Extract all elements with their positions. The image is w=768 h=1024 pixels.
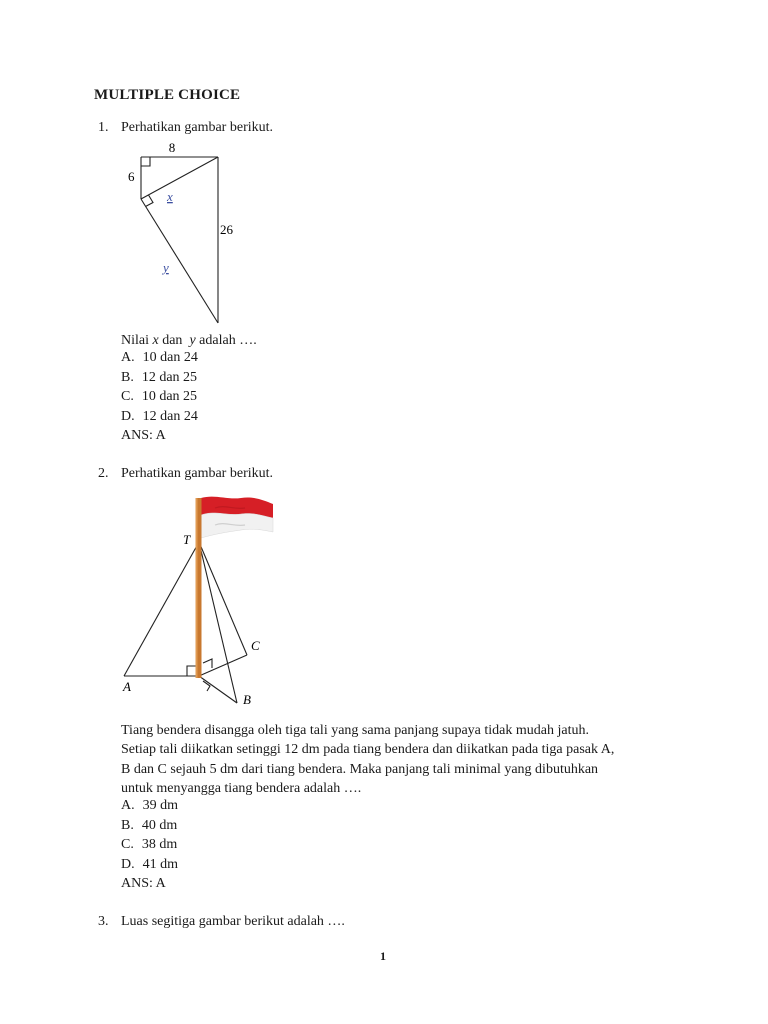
q1-triangle-figure <box>110 135 280 330</box>
q2-number: 2. <box>98 466 109 481</box>
q1-option-b: B. 12 dan 25 <box>121 370 198 385</box>
right-angle-c <box>203 659 212 668</box>
q2-paragraph-line-2: Setiap tali diikatkan setinggi 12 dm pada tiang bendera dan diikatkan pada tiga pasak A, <box>121 742 615 757</box>
page-number: 1 <box>380 949 386 963</box>
q1-label-y: y <box>163 260 169 275</box>
q2-paragraph-line-3: B dan C sejauh 5 dm dari tiang bendera. Maka panjang tali minimal yang dibutuhkan <box>121 762 599 777</box>
q1-edge-y <box>141 199 218 323</box>
q2-prompt: Perhatikan gambar berikut. <box>121 466 274 481</box>
q1-option-d: D. 12 dan 24 <box>121 409 198 424</box>
q1-label-26: 26 <box>220 222 233 237</box>
q1-var-y: y <box>189 333 196 348</box>
q1-number: 1. <box>98 120 109 135</box>
q2-flagpole-figure <box>115 490 285 710</box>
label-a: A <box>123 679 131 694</box>
ground-c <box>199 655 247 676</box>
q1-option-a: A. 10 dan 24 <box>121 350 198 365</box>
q1-var-x: x <box>152 333 159 348</box>
q1-question <box>121 333 257 349</box>
q2-paragraph-line-1: Tiang bendera disangga oleh tiga tali yang sama panjang supaya tidak mudah jatuh. <box>121 723 589 738</box>
q1-answer: ANS: A <box>121 428 166 443</box>
rope-b <box>199 542 237 703</box>
rope-a <box>124 542 199 676</box>
q1-question-mid: dan <box>158 333 186 348</box>
q1-question-suffix: adalah …. <box>195 333 257 348</box>
section-heading: MULTIPLE CHOICE <box>94 87 241 103</box>
q2-paragraph-line-4: untuk menyangga tiang bendera adalah …. <box>121 781 362 796</box>
flag-icon <box>201 497 273 538</box>
q1-right-angle-mid <box>146 195 154 207</box>
q1-question-prefix: Nilai <box>121 333 153 348</box>
q1-label-6: 6 <box>128 169 135 184</box>
q2-option-a: A. 39 dm <box>121 798 179 813</box>
q2-option-c: C. 38 dm <box>121 837 178 852</box>
label-c: C <box>251 638 260 653</box>
q1-right-angle-top <box>141 157 150 166</box>
label-t: T <box>183 532 191 547</box>
label-b: B <box>243 692 251 707</box>
rope-c <box>199 542 247 655</box>
q1-option-c: C. 10 dan 25 <box>121 389 198 404</box>
q2-option-d: D. 41 dm <box>121 857 179 872</box>
q1-prompt: Perhatikan gambar berikut. <box>121 120 274 135</box>
q1-label-8: 8 <box>168 140 176 155</box>
q1-label-x: x <box>167 189 173 204</box>
q2-answer: ANS: A <box>121 876 166 891</box>
q2-option-b: B. 40 dm <box>121 818 178 833</box>
q1-edge-x <box>141 157 218 199</box>
q3-prompt: Luas segitiga gambar berikut adalah …. <box>121 914 345 929</box>
q3-number: 3. <box>98 914 109 929</box>
